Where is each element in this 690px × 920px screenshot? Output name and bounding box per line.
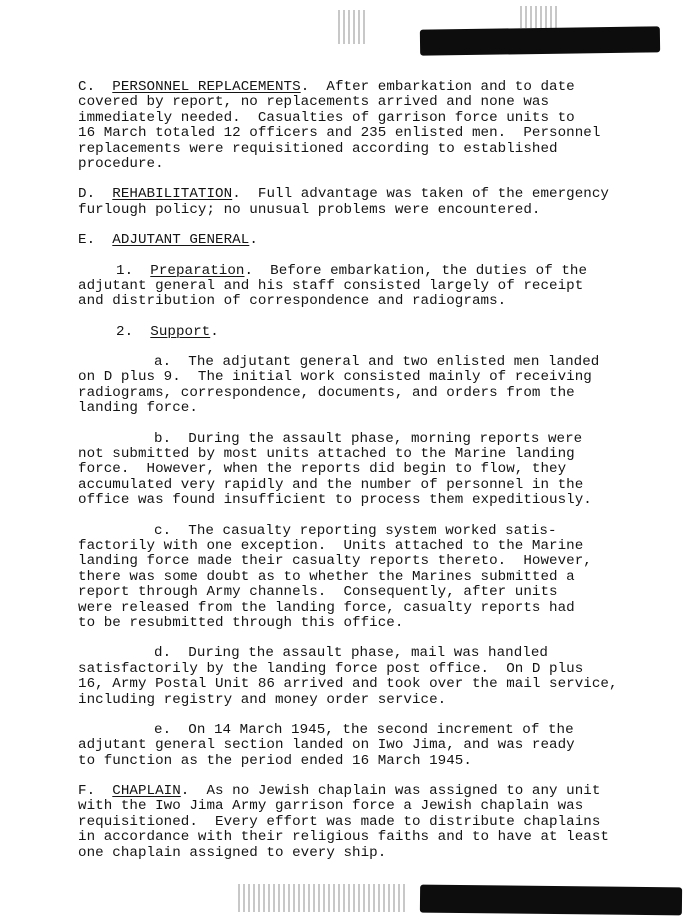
subparagraph-text-line: force. However, when the reports did begin to flow, they (78, 461, 567, 478)
heading-period: . (249, 232, 258, 249)
section-text-line: covered by report, no replacements arrived and none was (78, 94, 550, 111)
subsection-heading: Support (150, 323, 211, 340)
section-label: C. (78, 79, 96, 95)
subparagraph-first-line (78, 723, 668, 738)
subsection-number: 2. (116, 323, 134, 340)
subparagraph-letter: a. (154, 354, 172, 371)
subparagraph-text-line: On 14 March 1945, the second increment of the (188, 721, 574, 738)
subparagraph-b (78, 432, 668, 509)
preparation-first-line (78, 264, 668, 279)
section-text-line: procedure. (78, 155, 164, 172)
support-heading-line (78, 325, 668, 340)
section-f-first-line (78, 784, 668, 799)
section-text-line: with the Iwo Jima Army garrison force a Jewish chaplain was (78, 798, 584, 815)
subsection-number: 1. (116, 262, 134, 279)
subparagraph-text-line: During the assault phase, morning reports were (188, 430, 583, 447)
section-heading: CHAPLAIN (112, 783, 181, 800)
subparagraph-letter: e. (154, 721, 172, 738)
subparagraph-letter: b. (154, 430, 172, 447)
section-text-line: 16 March totaled 12 officers and 235 enlisted men. Personnel (78, 125, 601, 142)
section-text-line: . Full advantage was taken of the emergency (232, 186, 609, 203)
subparagraph-text-line: there was some doubt as to whether the Marines submitted a (78, 568, 575, 585)
section-e-heading-line (78, 233, 668, 248)
subparagraph-text-line: to be resubmitted through this office. (78, 614, 404, 631)
subparagraph-text-line: accumulated very rapidly and the number of personnel in the (78, 476, 584, 493)
redaction-bar-bottom (420, 885, 682, 916)
section-c-first-line (78, 80, 668, 95)
redaction-bar-top (420, 26, 660, 55)
subsection-text-line: adjutant general and his staff consisted largely of receipt (78, 277, 584, 294)
section-rehabilitation (78, 187, 668, 218)
subparagraph-text-line: factorily with one exception. Units attached to the Marine (78, 537, 584, 554)
subparagraph-text-line: During the assault phase, mail was handled (188, 645, 548, 662)
subparagraph-d (78, 646, 668, 708)
subparagraph-text-line: on D plus 9. The initial work consisted mainly of receiving (78, 369, 592, 386)
subparagraph-text-line: The casualty reporting system worked satis- (188, 522, 557, 539)
subparagraph-text-line: were released from the landing force, casualty reports had (78, 599, 575, 616)
subparagraph-text-line: The adjutant general and two enlisted men landed (188, 354, 600, 371)
faint-stamp-top-right (520, 6, 560, 28)
document-body (78, 80, 668, 876)
subsection-preparation (78, 264, 668, 310)
section-label: D. (78, 186, 96, 203)
subparagraph-text-line: landing force made their casualty reports thereto. However, (78, 553, 592, 570)
section-heading: REHABILITATION (112, 186, 233, 203)
section-text-line: in accordance with their religious faiths and to have at least (78, 829, 609, 846)
subparagraph-text-line: adjutant general section landed on Iwo Jima, and was ready (78, 737, 575, 754)
subparagraph-text-line: including registry and money order service. (78, 691, 447, 708)
subparagraph-text-line: 16, Army Postal Unit 86 arrived and took over the mail service, (78, 676, 618, 693)
section-chaplain (78, 784, 668, 861)
subparagraph-first-line (78, 355, 668, 370)
section-heading: ADJUTANT GENERAL (112, 232, 250, 249)
subparagraph-a (78, 355, 668, 417)
faint-stamp-top (338, 10, 368, 44)
section-text-line: requisitioned. Every effort was made to distribute chaplains (78, 813, 601, 830)
faint-stamp-bottom (238, 884, 408, 912)
subparagraph-text-line: office was found insufficient to process them expeditiously. (78, 492, 592, 509)
subparagraph-text-line: not submitted by most units attached to the Marine landing (78, 446, 575, 463)
subparagraph-letter: d. (154, 645, 172, 662)
section-text-line: replacements were requisitioned according to established (78, 140, 558, 157)
section-text-line: . As no Jewish chaplain was assigned to any unit (180, 783, 601, 800)
subparagraph-letter: c. (154, 522, 172, 539)
section-adjutant-general (78, 233, 668, 248)
section-text-line: immediately needed. Casualties of garrison force units to (78, 109, 575, 126)
section-text-line: one chaplain assigned to every ship. (78, 844, 387, 861)
subsection-text-line: and distribution of correspondence and radiograms. (78, 293, 507, 310)
section-personnel-replacements (78, 80, 668, 172)
heading-period: . (210, 323, 219, 340)
section-text-line: furlough policy; no unusual problems were encountered. (78, 201, 541, 218)
section-label: E. (78, 232, 96, 249)
section-heading: PERSONNEL REPLACEMENTS (112, 79, 301, 95)
section-label: F. (78, 783, 96, 800)
subparagraph-first-line (78, 524, 668, 539)
subparagraph-c (78, 524, 668, 632)
subparagraph-text-line: radiograms, correspondence, documents, and orders from the (78, 384, 575, 401)
subparagraph-first-line (78, 432, 668, 447)
subparagraph-text-line: satisfactorily by the landing force post office. On D plus (78, 660, 584, 677)
section-d-first-line (78, 187, 668, 202)
subparagraph-text-line: report through Army channels. Consequently, after units (78, 584, 558, 601)
section-text-line: . After embarkation and to date (300, 79, 575, 95)
subparagraph-e (78, 723, 668, 769)
subparagraph-text-line: to function as the period ended 16 March 1945. (78, 752, 472, 769)
subsection-heading: Preparation (150, 262, 245, 279)
subparagraph-text-line: landing force. (78, 400, 198, 417)
subparagraph-first-line (78, 646, 668, 661)
subsection-text-line: . Before embarkation, the duties of the (244, 262, 588, 279)
subsection-support (78, 325, 668, 340)
